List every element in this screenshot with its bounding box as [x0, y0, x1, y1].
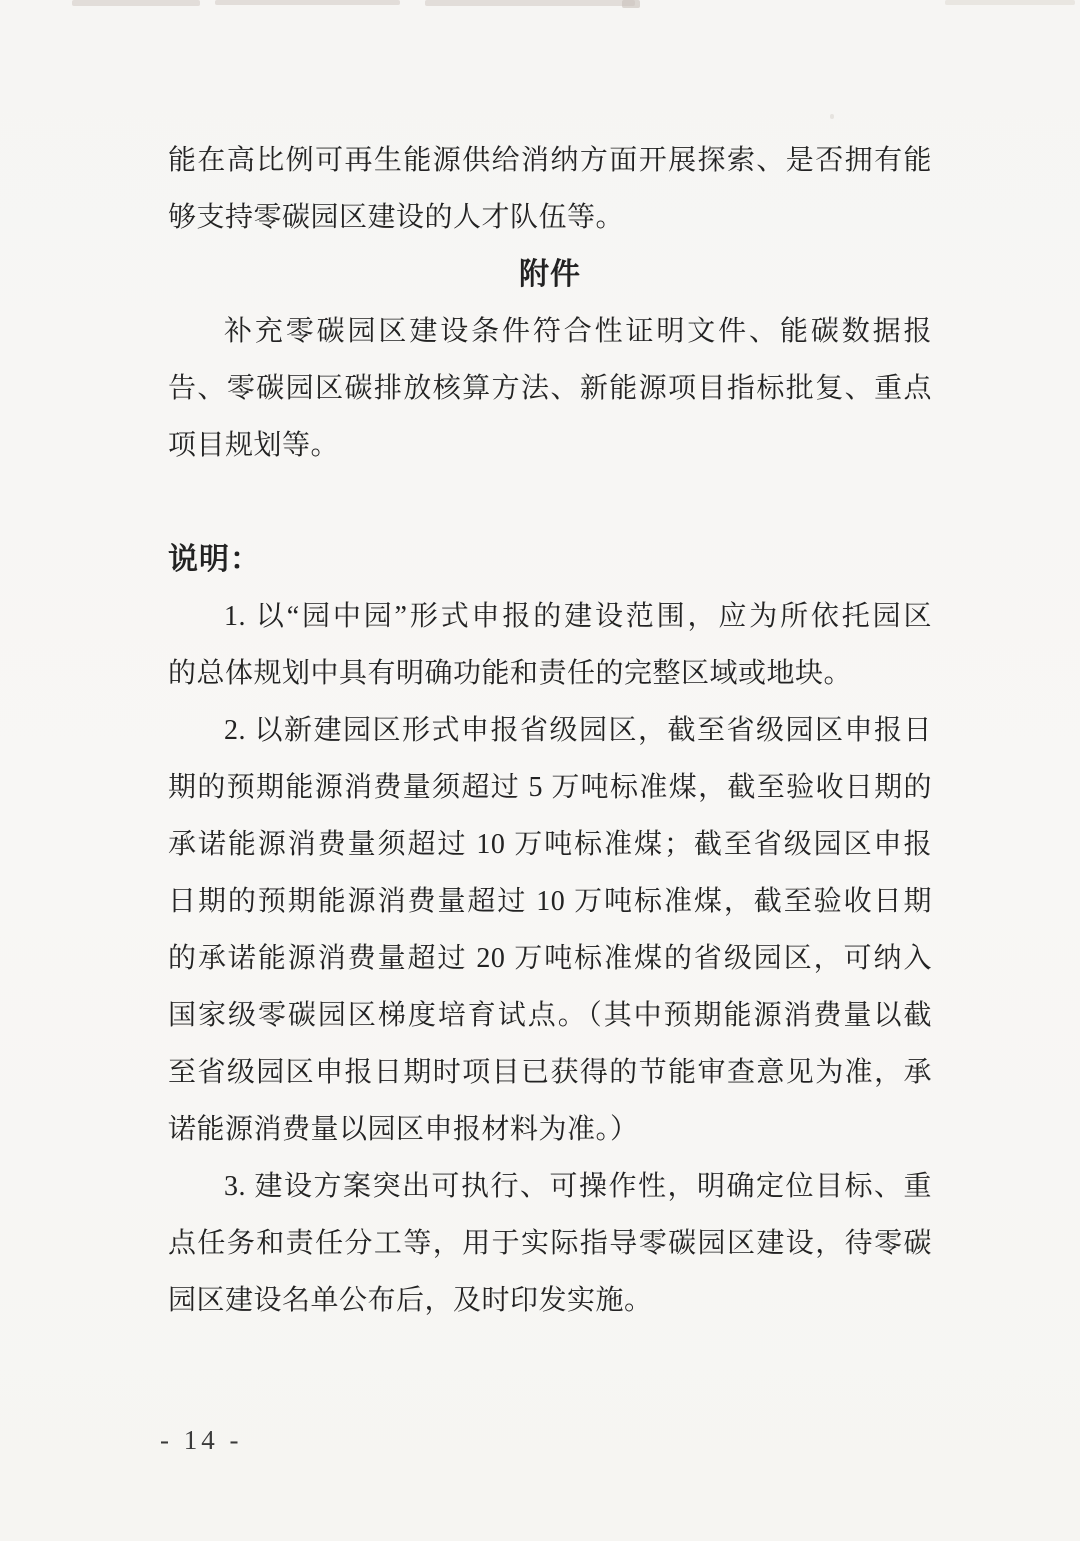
text-line: 承诺能源消费量须超过 10 万吨标准煤；截至省级园区申报 — [168, 829, 932, 860]
attachment-heading: 附件 — [519, 258, 581, 291]
text-line: 补充零碳园区建设条件符合性证明文件、能碳数据报 — [224, 316, 932, 347]
page-number: - 14 - — [160, 1425, 243, 1455]
text-line: 至省级园区申报日期时项目已获得的节能审查意见为准，承 — [168, 1057, 932, 1088]
text-line: 3. 建设方案突出可执行、可操作性，明确定位目标、重 — [224, 1171, 932, 1202]
text-line: 期的预期能源消费量须超过 5 万吨标准煤，截至验收日期的 — [168, 772, 932, 803]
text-line: 够支持零碳园区建设的人才队伍等。 — [168, 202, 625, 233]
text-line: 国家级零碳园区梯度培育试点。（其中预期能源消费量以截 — [168, 1000, 932, 1031]
scan-artifact — [945, 0, 1075, 5]
scan-artifact — [72, 0, 200, 6]
text-line: 点任务和责任分工等，用于实际指导零碳园区建设，待零碳 — [168, 1228, 932, 1259]
scan-speck — [830, 114, 834, 119]
note-heading: 说明： — [168, 543, 261, 576]
text-line: 的承诺能源消费量超过 20 万吨标准煤的省级园区，可纳入 — [168, 943, 932, 974]
text-line: 的总体规划中具有明确功能和责任的完整区域或地块。 — [168, 658, 853, 689]
text-line: 1. 以“园中园”形式申报的建设范围，应为所依托园区 — [224, 601, 932, 632]
text-line: 园区建设名单公布后，及时印发实施。 — [168, 1285, 653, 1316]
blank-line — [168, 474, 932, 531]
document-body — [168, 132, 932, 1329]
text-line: 诺能源消费量以园区申报材料为准。） — [168, 1114, 639, 1145]
scan-artifact — [622, 0, 640, 8]
text-line: 告、零碳园区碳排放核算方法、新能源项目指标批复、重点 — [168, 373, 932, 404]
scan-artifact — [425, 0, 635, 6]
text-line: 日期的预期能源消费量超过 10 万吨标准煤，截至验收日期 — [168, 886, 932, 917]
text-line: 2. 以新建园区形式申报省级园区，截至省级园区申报日 — [224, 715, 932, 746]
text-line: 项目规划等。 — [168, 430, 340, 461]
scan-artifact — [215, 0, 400, 5]
text-line: 能在高比例可再生能源供给消纳方面开展探索、是否拥有能 — [168, 145, 932, 176]
